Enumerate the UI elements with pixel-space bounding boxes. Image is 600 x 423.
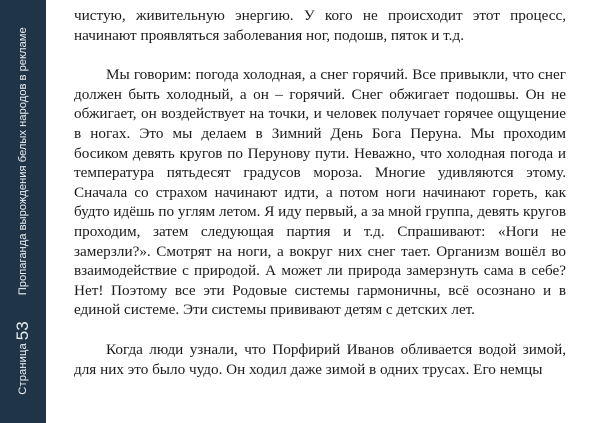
running-title: Пропаганда вырождения белых народов в рекламе <box>17 27 29 296</box>
paragraph: Когда люди узнали, что Порфирий Иванов обливается водой зимой, для них это было чудо. Он ходил даже зимой в одних трусах. Его немцы <box>74 340 566 378</box>
paragraph-continued: чистую, живительную энергию. У кого не происходит этот процесс, начинают проявляться заболевания ног, подошв, пяток и т.д. <box>74 7 566 44</box>
sidebar-running-text <box>13 27 33 394</box>
sidebar <box>0 0 46 423</box>
page-number: 53 <box>13 321 32 341</box>
page-body <box>74 6 566 379</box>
paragraph: Мы говорим: погода холодная, а снег горячий. Все привыкли, что снег должен быть холодный, а он – горячий. Снег обжигает подошвы. Он не обжигает, он воздействует на точки, и человек получает горячее ощущение в ногах. Это мы делаем в Зимний День Бога Перуна. Мы проходим босиком девять кругов по Перунову пути. Неважно, что холодная погода и температура пятьдесят градусов мороза. Многие удивляются этому. Сначала со страхом начинают идти, а потом ноги начинают гореть, как будто идёшь по углям летом. Я иду первый, а за мной группа, девять кругов проходим, затем следующая партия и т.д. Спрашивают: «Ноги не замерзли?». Смотрят на ноги, а вокруг них снег тает. Организм вошёл во взаимодействие с природой. А может ли природа замерзнуть сама в себе? Нет! Поэтому все эти Родовые системы гармоничны, всё осознано и в единой системе. Эти системы прививают детям с детских лет. <box>74 66 566 319</box>
page-label: Страница <box>17 343 29 395</box>
